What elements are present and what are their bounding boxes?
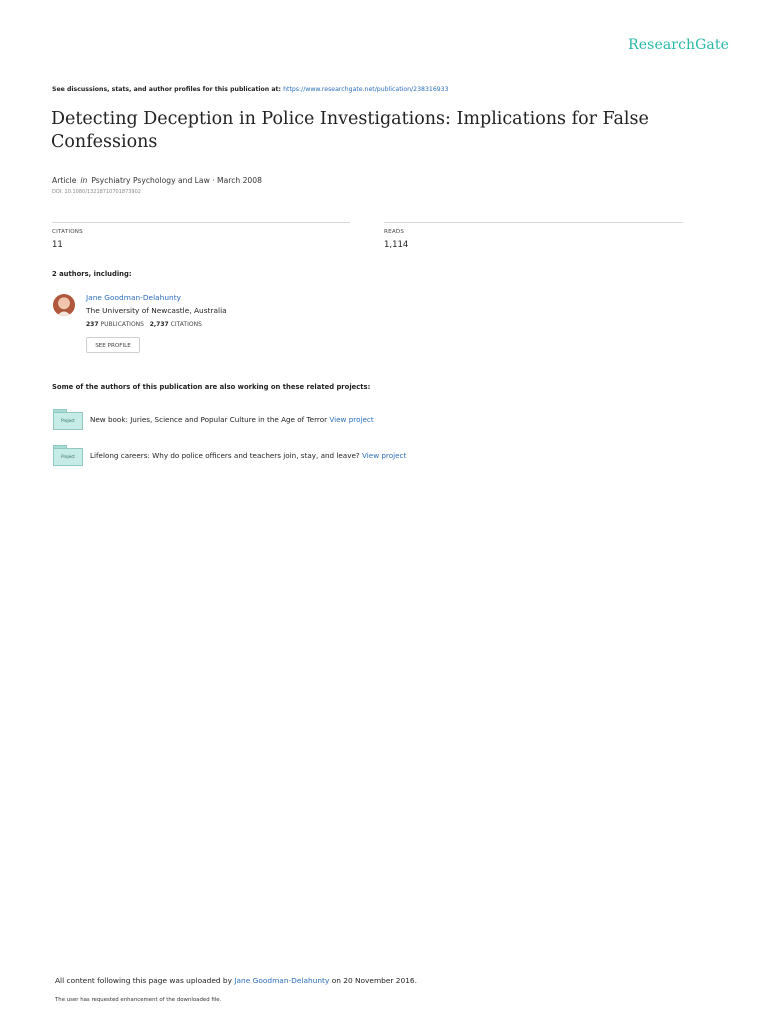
project-title: Lifelong careers: Why do police officers and teachers join, stay, and leave? bbox=[90, 451, 360, 460]
article-type: Article bbox=[52, 176, 77, 185]
project-icon-label: Project bbox=[53, 412, 83, 430]
see-discussions-text: See discussions, stats, and author profiles for this publication at: bbox=[52, 86, 281, 93]
project-item bbox=[90, 415, 374, 424]
article-title: Detecting Deception in Police Investigations: Implications for False Confessions bbox=[51, 109, 649, 152]
see-discussions-line bbox=[52, 86, 449, 93]
reads-divider bbox=[384, 222, 683, 223]
reads-value: 1,114 bbox=[384, 240, 409, 250]
in-word: in bbox=[80, 176, 88, 185]
citations-label: CITATIONS bbox=[52, 229, 83, 235]
uploaded-prefix: All content following this page was uploaded by bbox=[55, 976, 232, 985]
uploader-link[interactable]: Jane Goodman-Delahunty bbox=[234, 976, 330, 985]
author-citations-count: 2,737 bbox=[149, 321, 169, 328]
uploaded-by-line bbox=[55, 976, 417, 985]
author-avatar[interactable] bbox=[53, 294, 75, 316]
author-photo-icon bbox=[53, 294, 75, 316]
author-name-link[interactable]: Jane Goodman-Delahunty bbox=[86, 293, 181, 302]
project-icon bbox=[53, 409, 83, 429]
author-stats bbox=[86, 321, 202, 328]
journal-name: Psychiatry Psychology and Law bbox=[91, 176, 210, 185]
reads-label: READS bbox=[384, 229, 405, 235]
citations-value: 11 bbox=[52, 240, 63, 250]
publication-url-link[interactable]: https://www.researchgate.net/publication/238316933 bbox=[283, 86, 449, 93]
see-profile-button[interactable]: SEE PROFILE bbox=[86, 337, 140, 353]
view-project-link[interactable]: View project bbox=[329, 415, 374, 424]
view-project-link[interactable]: View project bbox=[362, 451, 407, 460]
project-title: New book: Juries, Science and Popular Culture in the Age of Terror bbox=[90, 415, 328, 424]
related-projects-heading: Some of the authors of this publication are also working on these related projects: bbox=[52, 383, 371, 391]
article-meta bbox=[52, 176, 262, 185]
author-publications-label: PUBLICATIONS bbox=[100, 321, 144, 328]
project-item bbox=[90, 451, 406, 460]
author-publications-count: 237 bbox=[86, 321, 99, 328]
authors-heading: 2 authors, including: bbox=[52, 270, 132, 278]
researchgate-logo[interactable]: ResearchGate bbox=[628, 37, 729, 53]
article-doi: DOI: 10.1080/13218710701873902 bbox=[52, 189, 141, 195]
project-icon-label: Project bbox=[53, 448, 83, 466]
project-icon bbox=[53, 445, 83, 465]
enhancement-note: The user has requested enhancement of the downloaded file. bbox=[55, 997, 222, 1003]
author-citations-label: CITATIONS bbox=[170, 321, 202, 328]
citations-divider bbox=[52, 222, 350, 223]
author-affiliation: The University of Newcastle, Australia bbox=[86, 306, 227, 315]
article-date: · March 2008 bbox=[212, 176, 262, 185]
uploaded-suffix: on 20 November 2016. bbox=[331, 976, 417, 985]
